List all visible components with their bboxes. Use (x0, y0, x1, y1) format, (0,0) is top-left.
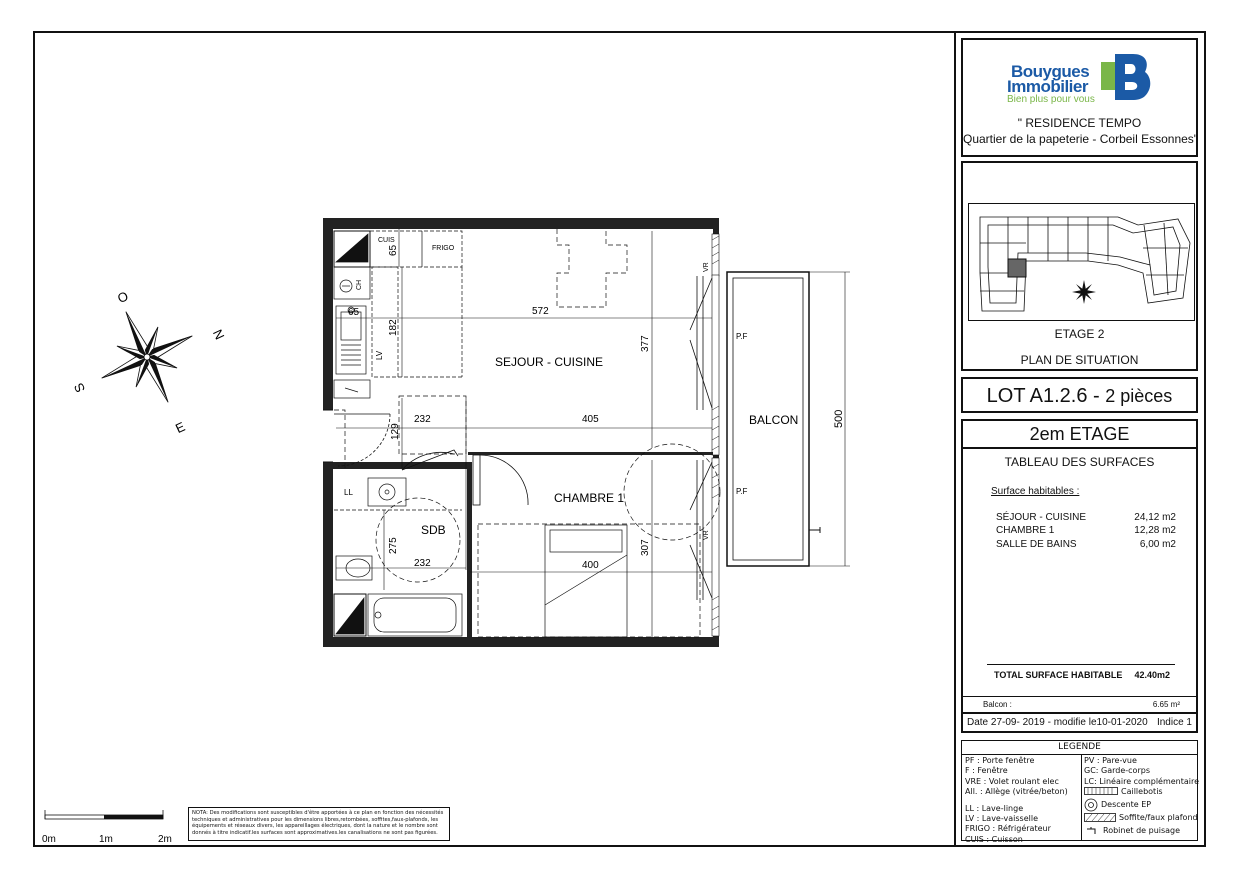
glazed-doors (690, 276, 712, 600)
legend-item: LV : Lave-vaisselle (965, 814, 1039, 824)
lot-rooms: 2 pièces (1105, 386, 1173, 406)
label-ch: CH (356, 279, 363, 290)
legend-item: PF : Porte fenêtre (965, 756, 1035, 765)
entry-door (334, 414, 390, 466)
legend-item: All. : Allège (vitrée/beton) (965, 787, 1068, 797)
scale-label-2: 2m (158, 834, 172, 845)
dim-275: 275 (388, 537, 399, 554)
exterior-walls (322, 218, 719, 647)
legend-item: LC: Linéaire complémentaire (1084, 776, 1200, 786)
surface-row-value: 24,12 m2 (1134, 512, 1176, 523)
surfaces-table-title: TABLEAU DES SURFACES (1004, 455, 1155, 469)
dim-182: 182 (388, 319, 399, 336)
label-frigo: FRIGO (432, 245, 455, 252)
label-ll: LL (344, 488, 353, 497)
compass-e: E (172, 418, 188, 437)
legend-divider (962, 754, 1197, 755)
legend-left-list (965, 756, 1068, 845)
surfaces-heading: Surface habitables : (991, 486, 1080, 497)
compass-n: N (209, 326, 228, 342)
label-pf1: P.F (736, 332, 748, 341)
legend-item: LL : Lave-linge (965, 803, 1024, 813)
header-box (961, 38, 1198, 157)
situation-title: PLAN DE SITUATION (1020, 353, 1139, 367)
scale-bar (45, 810, 163, 819)
label-cuis: CUIS (378, 237, 395, 244)
dim-232-bottom: 232 (414, 558, 431, 569)
bed (478, 444, 720, 637)
bathroom-fixtures (334, 478, 462, 636)
label-lv: LV (375, 350, 384, 360)
legend-item: FRIGO : Réfrigérateur (965, 824, 1051, 834)
robinet-icon (1086, 826, 1100, 836)
situation-box (961, 161, 1198, 371)
balcony-label: Balcon : (983, 700, 1012, 709)
lot-label: LOT A1.2.6 - (986, 385, 1100, 407)
surfaces-floor: 2em ETAGE (1029, 424, 1130, 444)
dim-232-top: 232 (414, 414, 431, 425)
descente-ep-icon (1084, 798, 1098, 812)
scale-label-0: 0m (42, 834, 56, 845)
surfaces-box (961, 419, 1198, 733)
dim-377: 377 (640, 335, 651, 352)
revision-index: Indice 1 (1156, 717, 1192, 728)
revision-date: Date 27-09- 2019 - modifie le10-01-2020 (967, 717, 1148, 728)
legend-item: PV : Pare-vue (1084, 756, 1137, 765)
surface-row-name: SALLE DE BAINS (996, 539, 1077, 550)
revision-divider (963, 712, 1196, 714)
soffit-outlines (334, 229, 627, 470)
label-pf2: P.F (736, 487, 748, 496)
legend-item: Robinet de puisage (1103, 826, 1181, 835)
legend-title: LEGENDE (1058, 742, 1101, 752)
compass-o: O (114, 288, 131, 307)
compass-s: S (70, 380, 89, 396)
dim-405: 405 (582, 414, 599, 425)
disclaimer-note: NOTA: Des modifications sont susceptibles d'être apportées à ce plan en fonction des nécessités techniques et administratives pour les dimensions libres,retombées, soffites,faux-plafonds, les équipements et réseaux divers, les appareillages électriques, dont la nature et le nombre sont donnés à titre indicatif.les surfaces sont approximatives.les canalisations ne sont pas figurées. (188, 807, 450, 841)
dim-307: 307 (640, 539, 651, 556)
room-label-balcon: BALCON (749, 413, 799, 427)
dim-65-side: 65 (348, 307, 360, 318)
brand-name-1: Bouygues (1011, 62, 1090, 81)
brand-tagline: Bien plus pour vous (1007, 94, 1095, 105)
scale-label-1: 1m (99, 834, 113, 845)
balcony-divider (963, 696, 1196, 697)
situation-floor: ETAGE 2 (1054, 327, 1105, 341)
caillebotis-icon (1084, 787, 1118, 795)
project-location: Quartier de la papeterie - Corbeil Essonnes" (963, 132, 1199, 146)
dim-500: 500 (833, 409, 845, 428)
legend-right-list (1084, 756, 1199, 787)
project-name: " RESIDENCE TEMPO (1017, 116, 1142, 130)
total-label: TOTAL SURFACE HABITABLE (994, 670, 1123, 680)
legend-column-divider (1081, 754, 1082, 841)
surface-row-name: SÉJOUR - CUISINE (996, 512, 1087, 523)
dim-572: 572 (532, 306, 549, 317)
surface-row-value: 12,28 m2 (1134, 525, 1176, 536)
total-divider (987, 664, 1175, 665)
legend-item: Descente EP (1101, 800, 1152, 809)
legend-item: CUIS : Cuisson (965, 834, 1023, 844)
room-label-sejour: SEJOUR - CUISINE (495, 355, 604, 369)
room-label-chambre: CHAMBRE 1 (554, 491, 625, 505)
legend-item: Soffite/faux plafond (1119, 813, 1198, 822)
surfaces-divider (963, 447, 1196, 449)
legend-item: Caillebotis (1121, 787, 1163, 796)
site-plan-map (968, 203, 1195, 321)
total-value: 42.40m2 (1134, 670, 1170, 680)
label-vr1: VR (703, 262, 710, 272)
legend-item: GC: Garde-corps (1084, 766, 1150, 776)
bouygues-logo-icon (1101, 52, 1153, 102)
dim-129: 129 (390, 423, 401, 440)
lot-box (961, 377, 1198, 413)
surface-row-value: 6,00 m2 (1139, 539, 1176, 550)
legend-item: VRE : Volet roulant elec (965, 776, 1059, 786)
surface-row-name: CHAMBRE 1 (996, 525, 1055, 536)
bedroom-door (473, 455, 528, 505)
balcony-value: 6.65 m² (1152, 700, 1180, 709)
legend-item: F : Fenêtre (965, 766, 1008, 776)
room-label-sdb: SDB (421, 523, 446, 537)
dim-400: 400 (582, 560, 599, 571)
soffite-icon (1084, 813, 1116, 822)
lot-title (963, 385, 1196, 408)
dim-65-top: 65 (388, 244, 399, 256)
brand-name-2: Immobilier (1007, 77, 1088, 96)
legend-box (961, 740, 1200, 844)
compass-rose-icon (100, 310, 195, 405)
label-vr2: VR (703, 530, 710, 540)
